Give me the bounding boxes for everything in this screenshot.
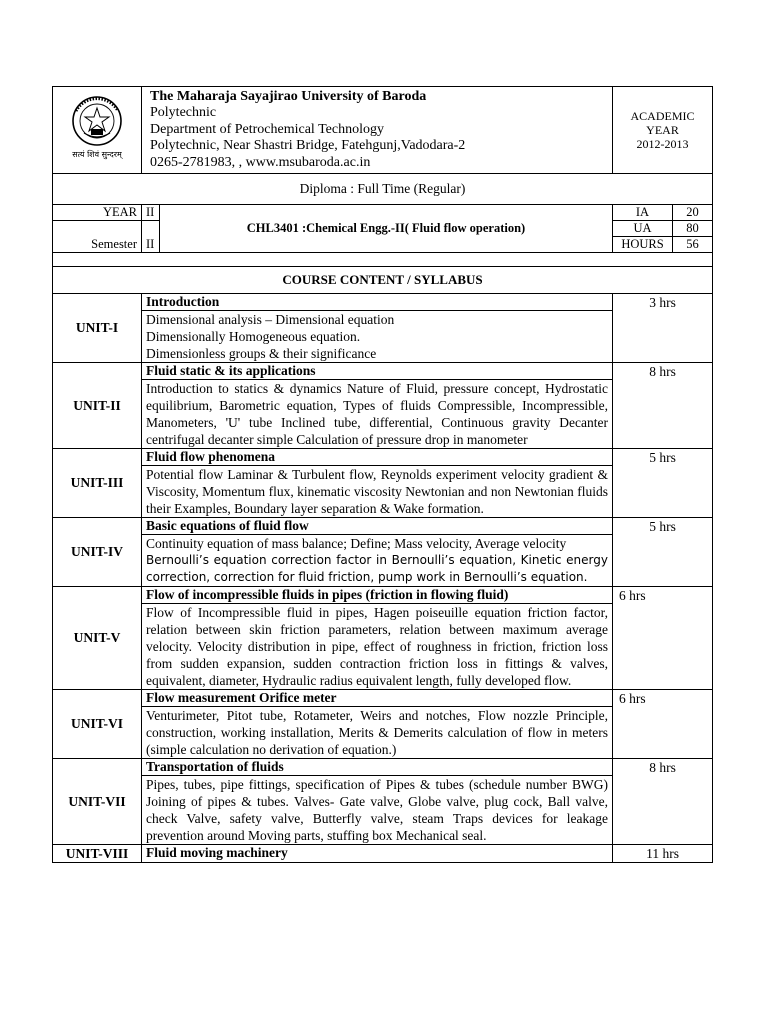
unit-hours: 6 hrs [613,587,713,690]
unit-label: UNIT-III [53,449,142,518]
unit-description: Flow of Incompressible fluid in pipes, Hagen poiseuille equation friction factor, relation between skin friction parameters, relation between maximum average velocity. Velocity distribution in pipe, effect of roughness in friction, friction loss from sudden expansion, sudden contraction friction loss in fittings & valves, equivalent, diameter, Hydraulic radius equivalent length, fully developed flow. [142,604,613,690]
ia-label: IA [613,205,673,221]
unit-line: Dimensional analysis – Dimensional equation [146,312,395,328]
unit-hours: 3 hrs [613,294,713,363]
unit-topic: Fluid static & its applications [142,363,613,380]
unit-line: Dimensionally Homogeneous equation. [146,329,361,345]
unit-line: Bernoulli’s equation correction factor in Bernoulli’s equation, Kinetic energy correction, correction for fluid friction, pump work in Bernoulli’s equation. [146,553,608,585]
academic-year-cell [613,87,713,174]
contact-line: 0265-2781983, , www.msubaroda.ac.in [150,154,371,170]
unit-hours: 6 hrs [613,690,713,759]
unit-description: Venturimeter, Pitot tube, Rotameter, Weirs and notches, Flow nozzle Principle, construction, working installation, Merits & Demerits calculation of flow in meters (simple calculation no derivation of equation.) [142,707,613,759]
ua-label: UA [613,221,673,237]
semester-value: II [142,221,160,253]
syllabus-document [52,86,712,863]
year-value: II [142,205,160,221]
unit-label: UNIT-VI [53,690,142,759]
year-label: YEAR [646,123,679,138]
university-logo [53,87,142,174]
syllabus-heading: COURSE CONTENT / SYLLABUS [53,267,713,294]
unit-description: Pipes, tubes, pipe fittings, specification of Pipes & tubes (schedule number BWG) Joining of pipes & tubes. Valves- Gate valve, Globe valve, plug cock, Ball valve, check Valve, safety valve, Butterfly valve, steam Traps devices for leakage prevention around Moving parts, stuffing box Mechanical seal. [142,776,613,845]
unit-label: UNIT-I [53,294,142,363]
hours-value: 56 [673,237,713,253]
unit-description [142,311,613,363]
unit-line: Dimensionless groups & their significance [146,346,377,362]
unit-topic: Fluid flow phenomena [142,449,613,466]
unit-label: UNIT-V [53,587,142,690]
unit-label: UNIT-VIII [53,845,142,863]
unit-label: UNIT-II [53,363,142,449]
unit-hours: 8 hrs [613,363,713,449]
unit-topic: Basic equations of fluid flow [142,518,613,535]
unit-topic: Introduction [142,294,613,311]
diploma-type: Diploma : Full Time (Regular) [53,174,713,205]
ia-value: 20 [673,205,713,221]
unit-label: UNIT-IV [53,518,142,587]
unit-topic: Fluid moving machinery [142,845,613,863]
unit-label: UNIT-VII [53,759,142,845]
unit-description: Potential flow Laminar & Turbulent flow, Reynolds experiment velocity gradient & Viscosity, Momentum flux, kinematic viscosity Newtonian and non Newtonian fluids their Examples, Boundary layer separation & Wake formation. [142,466,613,518]
unit-line: Continuity equation of mass balance; Define; Mass velocity, Average velocity [146,536,567,552]
unit-hours: 5 hrs [613,518,713,587]
department-line: Department of Petrochemical Technology [150,121,384,137]
unit-topic: Flow measurement Orifice meter [142,690,613,707]
course-title: CHL3401 :Chemical Engg.-II( Fluid flow operation) [160,205,613,253]
unit-hours: 8 hrs [613,759,713,845]
institution-line: Polytechnic [150,105,217,121]
semester-label: Semester [53,221,142,253]
year-label-cell: YEAR [53,205,142,221]
hours-label: HOURS [613,237,673,253]
institution-block [142,87,613,174]
address-line: Polytechnic, Near Shastri Bridge, Fatehgunj,Vadodara-2 [150,138,466,154]
syllabus-table [52,86,713,863]
logo-motto: सत्यं शिवं सुन्दरम् [72,150,122,160]
unit-topic: Transportation of fluids [142,759,613,776]
academic-year: 2012-2013 [636,137,689,152]
spacer-row [53,253,713,267]
university-name: The Maharaja Sayajirao University of Baroda [150,89,427,104]
university-seal-icon [56,93,138,163]
unit-hours: 5 hrs [613,449,713,518]
unit-topic: Flow of incompressible fluids in pipes (friction in flowing fluid) [142,587,613,604]
ua-value: 80 [673,221,713,237]
unit-hours: 11 hrs [613,845,713,863]
unit-description: Introduction to statics & dynamics Nature of Fluid, pressure concept, Hydrostatic equilibrium, Barometric equation, Types of fluids Compressible, Incompressible, Manometers, 'U' tube Inclined tube, differential, Continuous gravity Decanter centrifugal decanter simple Calculation of pressure drop in manometer [142,380,613,449]
unit-description [142,535,613,587]
academic-label: ACADEMIC [630,109,695,124]
